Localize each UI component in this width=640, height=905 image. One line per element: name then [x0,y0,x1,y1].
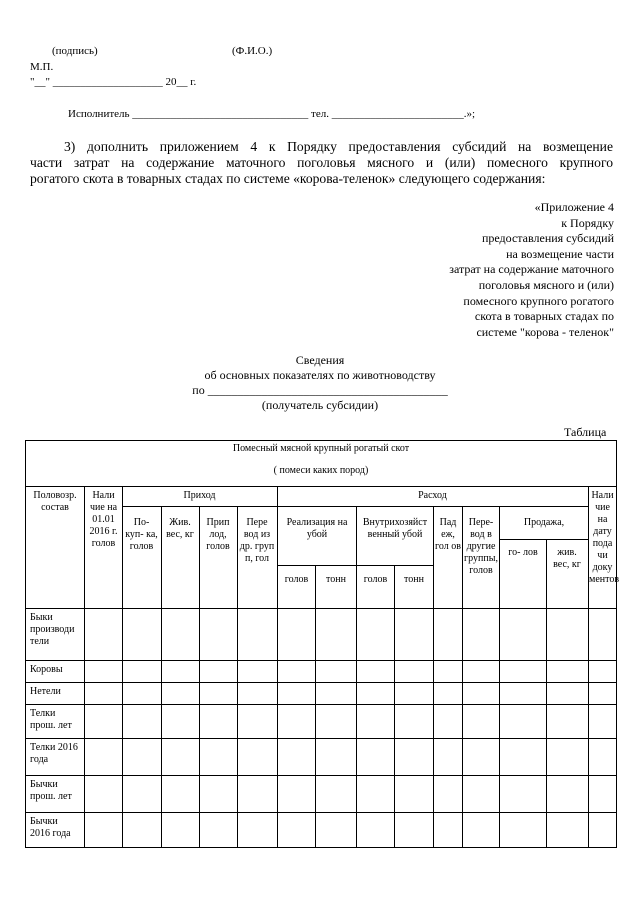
appendix-line: к Порядку [561,215,614,230]
row-label: Телки прош. лет [30,708,72,731]
row-label: Быки производи тели [30,612,75,647]
appendix-line: системе "корова - теленок" [476,324,614,339]
seal-mark: М.П. [30,61,54,73]
header-purchase: По- куп- ка, голов [125,517,158,552]
appendix-line: «Приложение 4 [534,200,614,214]
header-start-count: Нали чие на 01.01 2016 г. голов [89,490,118,549]
appendix-line: на возмещение части [506,246,614,261]
table-rule [499,506,500,847]
header-mortality: Пад еж, гол ов [435,517,461,552]
fio-caption: (Ф.И.О.) [232,45,273,57]
table-rule [394,565,395,847]
header-offspring: Прип лод, голов [206,517,230,552]
table-rule [546,539,547,847]
date-line: "__" ____________________ 20__ г. [30,76,197,88]
doc-subtitle: об основных показателях по животноводству [204,368,436,382]
table-rule [26,775,616,776]
signature-caption: (подпись) [52,45,98,57]
header-slaughter-sale: Реализация на убой [286,517,348,540]
paragraph-line-2: части затрат на содержание маточного поголовья мясного и (или) помесного крупного [30,155,613,170]
appendix-line: помесного крупного рогатого [463,293,614,308]
livestock-table [25,440,620,848]
subheader-heads: голов [284,574,309,585]
header-live-weight: Жив. вес, кг [166,517,194,540]
appendix-line: поголовья мясного и (или) [478,277,614,292]
table-rule [161,506,162,847]
table-rule [122,506,588,507]
appendix-line: скота в товарных стадах по [474,309,614,324]
table-rule [237,506,238,847]
table-rule [356,506,357,847]
table-rule [26,608,616,609]
table-rule [499,539,588,540]
recipient-caption: (получатель субсидии) [261,398,379,412]
row-label: Телки 2016 года [30,742,78,765]
table-rule [26,682,616,683]
header-age-group: Половозр. состав [33,490,77,513]
paragraph-line-3: рогатого скота в товарных стадах по системе «корова-теленок» следующего содержания: [30,171,546,186]
row-label: Коровы [30,664,63,675]
table-rule [277,565,433,566]
row-label: Бычки прош. лет [30,779,72,802]
table-subtitle: ( помеси каких пород) [273,465,369,476]
executor-line: Исполнитель ________________________________ тел. ________________________.»; [68,108,476,120]
table-rule [122,486,123,847]
table-label: Таблица [564,425,607,439]
table-rule [315,565,316,847]
header-sale: Продажа, [523,517,565,528]
subheader-sale-weight: жив. вес, кг [553,547,581,570]
header-prihod: Приход [183,490,216,501]
appendix-line: затрат на содержание маточного [449,262,614,277]
table-rule [26,812,616,813]
table-rule [26,660,616,661]
appendix-reference [420,200,614,340]
table-title: Помесный мясной крупный рогатый скот [232,443,410,454]
subheader-tonnes: тонн [404,574,424,585]
header-rashod: Расход [418,490,447,501]
row-label: Бычки 2016 года [30,816,71,839]
doc-title: Сведения [295,353,345,367]
header-onfarm-slaughter: Внутрихозяйст венный убой [362,517,428,540]
header-transfer-out: Пере- вод в другие группы, голов [464,517,498,576]
table-rule [199,506,200,847]
table-rule [462,506,463,847]
paragraph-line-1: 3) дополнить приложением 4 к Порядку предоставления субсидий на возмещение [64,139,613,154]
subheader-heads: голов [363,574,388,585]
table-rule [26,738,616,739]
recipient-line: по ________________________________________ [192,383,448,397]
appendix-line: предоставления субсидий [481,231,614,246]
row-label: Нетели [30,686,61,697]
subheader-sale-heads: го- лов [508,547,538,558]
table-rule [26,704,616,705]
table-rule [26,486,616,487]
header-end-count: Нали чие на дату пода чи доку ментов [589,490,620,585]
table-rule [433,506,434,847]
subheader-tonnes: тонн [326,574,346,585]
header-transfer-in: Пере вод из др. груп п, гол [239,517,275,564]
